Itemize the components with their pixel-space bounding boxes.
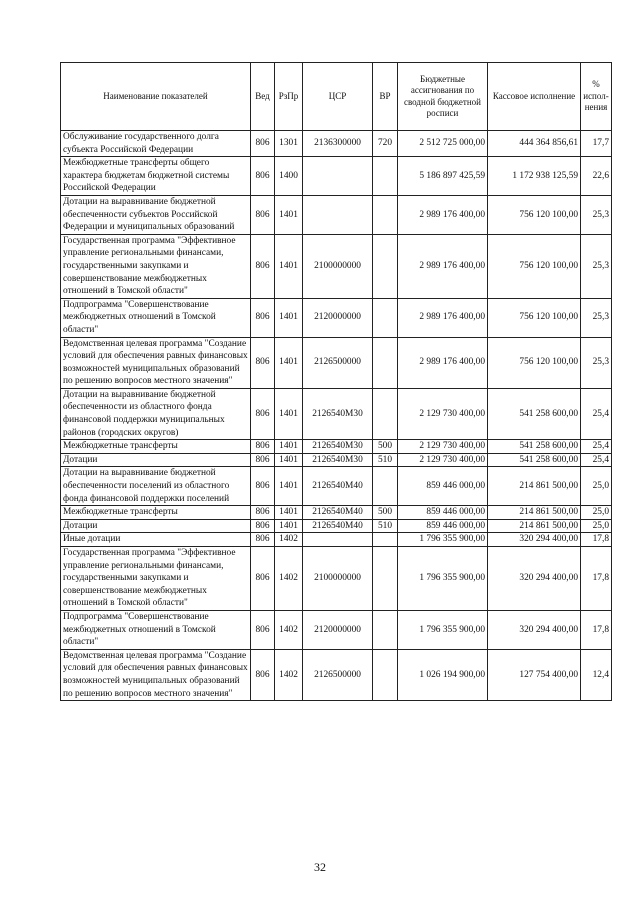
row-ved-cell: 806 — [251, 506, 275, 520]
row-vr-cell: 500 — [373, 440, 398, 454]
row-vr-cell — [373, 157, 398, 196]
row-percent-cell: 17,8 — [581, 547, 612, 611]
row-csr-cell — [303, 195, 373, 234]
row-vr-cell: 510 — [373, 519, 398, 533]
table-body — [61, 131, 612, 701]
row-rzpr-cell: 1402 — [275, 533, 303, 547]
row-name-cell: Подпрограмма "Совершенствование межбюджетных отношений в Томской области" — [61, 610, 251, 649]
row-cash-cell: 127 754 400,00 — [488, 649, 581, 700]
row-name-cell: Ведомственная целевая программа "Создание условий для обеспечения равных финансовых возможностей муниципальных образований по решению вопросов местного значения" — [61, 649, 251, 700]
table-row — [61, 506, 612, 520]
row-rzpr-cell: 1301 — [275, 131, 303, 157]
row-vr-cell — [373, 547, 398, 611]
row-name-cell: Обслуживание государственного долга субъекта Российской Федерации — [61, 131, 251, 157]
table-row — [61, 649, 612, 700]
row-percent-cell: 17,7 — [581, 131, 612, 157]
row-cash-cell: 756 120 100,00 — [488, 298, 581, 337]
row-percent-cell: 25,4 — [581, 440, 612, 454]
row-percent-cell: 25,3 — [581, 298, 612, 337]
row-rzpr-cell: 1402 — [275, 610, 303, 649]
row-percent-cell: 25,3 — [581, 337, 612, 388]
row-assignments-cell: 859 446 000,00 — [398, 519, 488, 533]
row-assignments-cell: 2 989 176 400,00 — [398, 298, 488, 337]
row-rzpr-cell: 1402 — [275, 547, 303, 611]
table-row — [61, 533, 612, 547]
row-ved-cell: 806 — [251, 195, 275, 234]
row-rzpr-cell: 1401 — [275, 467, 303, 506]
row-vr-cell — [373, 533, 398, 547]
header-assignments: Бюджетные ассигнования по сводной бюджетной росписи — [398, 63, 488, 131]
row-ved-cell: 806 — [251, 610, 275, 649]
row-name-cell: Государственная программа "Эффективное управление региональными финансами, государственными закупками и совершенствование межбюджетных отношений в Томской области" — [61, 547, 251, 611]
row-ved-cell: 806 — [251, 157, 275, 196]
row-cash-cell: 320 294 400,00 — [488, 533, 581, 547]
row-assignments-cell: 1 026 194 900,00 — [398, 649, 488, 700]
row-vr-cell — [373, 467, 398, 506]
row-name-cell: Государственная программа "Эффективное управление региональными финансами, государственными закупками и совершенствование межбюджетных отношений в Томской области" — [61, 234, 251, 298]
table-row — [61, 131, 612, 157]
row-vr-cell: 500 — [373, 506, 398, 520]
row-cash-cell: 541 258 600,00 — [488, 388, 581, 439]
row-name-cell: Дотации — [61, 453, 251, 467]
row-csr-cell: 2100000000 — [303, 234, 373, 298]
row-rzpr-cell: 1401 — [275, 234, 303, 298]
row-percent-cell: 25,0 — [581, 506, 612, 520]
row-vr-cell — [373, 388, 398, 439]
header-vr: ВР — [373, 63, 398, 131]
row-ved-cell: 806 — [251, 649, 275, 700]
table-row — [61, 440, 612, 454]
row-percent-cell: 17,8 — [581, 533, 612, 547]
row-ved-cell: 806 — [251, 131, 275, 157]
row-vr-cell — [373, 337, 398, 388]
table-row — [61, 453, 612, 467]
row-csr-cell — [303, 533, 373, 547]
row-csr-cell: 2120000000 — [303, 298, 373, 337]
row-percent-cell: 25,0 — [581, 519, 612, 533]
row-csr-cell: 2136300000 — [303, 131, 373, 157]
table-row — [61, 195, 612, 234]
row-rzpr-cell: 1401 — [275, 506, 303, 520]
row-name-cell: Межбюджетные трансферты — [61, 440, 251, 454]
table-row — [61, 234, 612, 298]
row-assignments-cell: 1 796 355 900,00 — [398, 547, 488, 611]
header-ved: Вед — [251, 63, 275, 131]
row-assignments-cell: 2 512 725 000,00 — [398, 131, 488, 157]
row-cash-cell: 1 172 938 125,59 — [488, 157, 581, 196]
row-cash-cell: 214 861 500,00 — [488, 467, 581, 506]
row-assignments-cell: 1 796 355 900,00 — [398, 610, 488, 649]
row-ved-cell: 806 — [251, 467, 275, 506]
row-name-cell: Межбюджетные трансферты общего характера бюджетам бюджетной системы Российской Федерации — [61, 157, 251, 196]
row-assignments-cell: 2 989 176 400,00 — [398, 234, 488, 298]
row-ved-cell: 806 — [251, 519, 275, 533]
row-percent-cell: 25,4 — [581, 388, 612, 439]
row-cash-cell: 756 120 100,00 — [488, 234, 581, 298]
row-name-cell: Ведомственная целевая программа "Создание условий для обеспечения равных финансовых возможностей муниципальных образований по решению вопросов местного значения" — [61, 337, 251, 388]
table-row — [61, 519, 612, 533]
row-ved-cell: 806 — [251, 388, 275, 439]
table-row — [61, 388, 612, 439]
row-name-cell: Дотации — [61, 519, 251, 533]
row-vr-cell — [373, 195, 398, 234]
row-cash-cell: 756 120 100,00 — [488, 195, 581, 234]
header-rzpr: РзПр — [275, 63, 303, 131]
row-assignments-cell: 859 446 000,00 — [398, 467, 488, 506]
row-rzpr-cell: 1401 — [275, 440, 303, 454]
row-csr-cell — [303, 157, 373, 196]
table-header-row — [61, 63, 612, 131]
table-row — [61, 337, 612, 388]
row-ved-cell: 806 — [251, 547, 275, 611]
row-ved-cell: 806 — [251, 453, 275, 467]
row-rzpr-cell: 1401 — [275, 388, 303, 439]
row-csr-cell: 2126540М30 — [303, 440, 373, 454]
row-ved-cell: 806 — [251, 234, 275, 298]
row-csr-cell: 2120000000 — [303, 610, 373, 649]
page-number: 32 — [314, 860, 326, 874]
row-percent-cell: 25,3 — [581, 195, 612, 234]
row-csr-cell: 2126500000 — [303, 649, 373, 700]
row-percent-cell: 25,4 — [581, 453, 612, 467]
row-assignments-cell: 2 129 730 400,00 — [398, 440, 488, 454]
row-name-cell: Межбюджетные трансферты — [61, 506, 251, 520]
row-percent-cell: 17,8 — [581, 610, 612, 649]
row-name-cell: Иные дотации — [61, 533, 251, 547]
row-ved-cell: 806 — [251, 533, 275, 547]
row-vr-cell — [373, 234, 398, 298]
row-name-cell: Дотации на выравнивание бюджетной обеспеченности субъектов Российской Федерации и муниципальных образований — [61, 195, 251, 234]
budget-table — [60, 62, 612, 701]
row-rzpr-cell: 1401 — [275, 453, 303, 467]
row-vr-cell — [373, 610, 398, 649]
row-vr-cell: 720 — [373, 131, 398, 157]
row-assignments-cell: 859 446 000,00 — [398, 506, 488, 520]
row-cash-cell: 214 861 500,00 — [488, 519, 581, 533]
row-name-cell: Подпрограмма "Совершенствование межбюджетных отношений в Томской области" — [61, 298, 251, 337]
row-csr-cell: 2126540М40 — [303, 506, 373, 520]
table-row — [61, 157, 612, 196]
row-csr-cell: 2126540М40 — [303, 519, 373, 533]
header-percent: % испол-нения — [581, 63, 612, 131]
row-assignments-cell: 2 989 176 400,00 — [398, 195, 488, 234]
row-csr-cell: 2126540М30 — [303, 453, 373, 467]
row-assignments-cell: 2 129 730 400,00 — [398, 453, 488, 467]
row-cash-cell: 541 258 600,00 — [488, 453, 581, 467]
row-cash-cell: 541 258 600,00 — [488, 440, 581, 454]
row-cash-cell: 320 294 400,00 — [488, 547, 581, 611]
row-cash-cell: 214 861 500,00 — [488, 506, 581, 520]
row-csr-cell: 2126540М30 — [303, 388, 373, 439]
row-rzpr-cell: 1400 — [275, 157, 303, 196]
table-row — [61, 547, 612, 611]
row-csr-cell: 2100000000 — [303, 547, 373, 611]
table-row — [61, 610, 612, 649]
row-ved-cell: 806 — [251, 337, 275, 388]
row-vr-cell — [373, 298, 398, 337]
row-name-cell: Дотации на выравнивание бюджетной обеспеченности из областного фонда финансовой поддержки муниципальных районов (городских округов) — [61, 388, 251, 439]
row-name-cell: Дотации на выравнивание бюджетной обеспеченности поселений из областного фонда финансовой поддержки поселений — [61, 467, 251, 506]
row-assignments-cell: 1 796 355 900,00 — [398, 533, 488, 547]
table-row — [61, 467, 612, 506]
row-percent-cell: 25,3 — [581, 234, 612, 298]
row-csr-cell: 2126540М40 — [303, 467, 373, 506]
header-cash-execution: Кассовое исполнение — [488, 63, 581, 131]
row-vr-cell — [373, 649, 398, 700]
row-cash-cell: 444 364 856,61 — [488, 131, 581, 157]
row-rzpr-cell: 1401 — [275, 519, 303, 533]
row-ved-cell: 806 — [251, 298, 275, 337]
row-rzpr-cell: 1401 — [275, 337, 303, 388]
row-percent-cell: 22,6 — [581, 157, 612, 196]
row-vr-cell: 510 — [373, 453, 398, 467]
row-percent-cell: 25,0 — [581, 467, 612, 506]
row-rzpr-cell: 1401 — [275, 195, 303, 234]
row-cash-cell: 320 294 400,00 — [488, 610, 581, 649]
row-rzpr-cell: 1401 — [275, 298, 303, 337]
row-assignments-cell: 2 989 176 400,00 — [398, 337, 488, 388]
row-csr-cell: 2126500000 — [303, 337, 373, 388]
row-assignments-cell: 5 186 897 425,59 — [398, 157, 488, 196]
row-cash-cell: 756 120 100,00 — [488, 337, 581, 388]
header-csr: ЦСР — [303, 63, 373, 131]
row-ved-cell: 806 — [251, 440, 275, 454]
header-name: Наименование показателей — [61, 63, 251, 131]
row-rzpr-cell: 1402 — [275, 649, 303, 700]
table-row — [61, 298, 612, 337]
row-percent-cell: 12,4 — [581, 649, 612, 700]
row-assignments-cell: 2 129 730 400,00 — [398, 388, 488, 439]
